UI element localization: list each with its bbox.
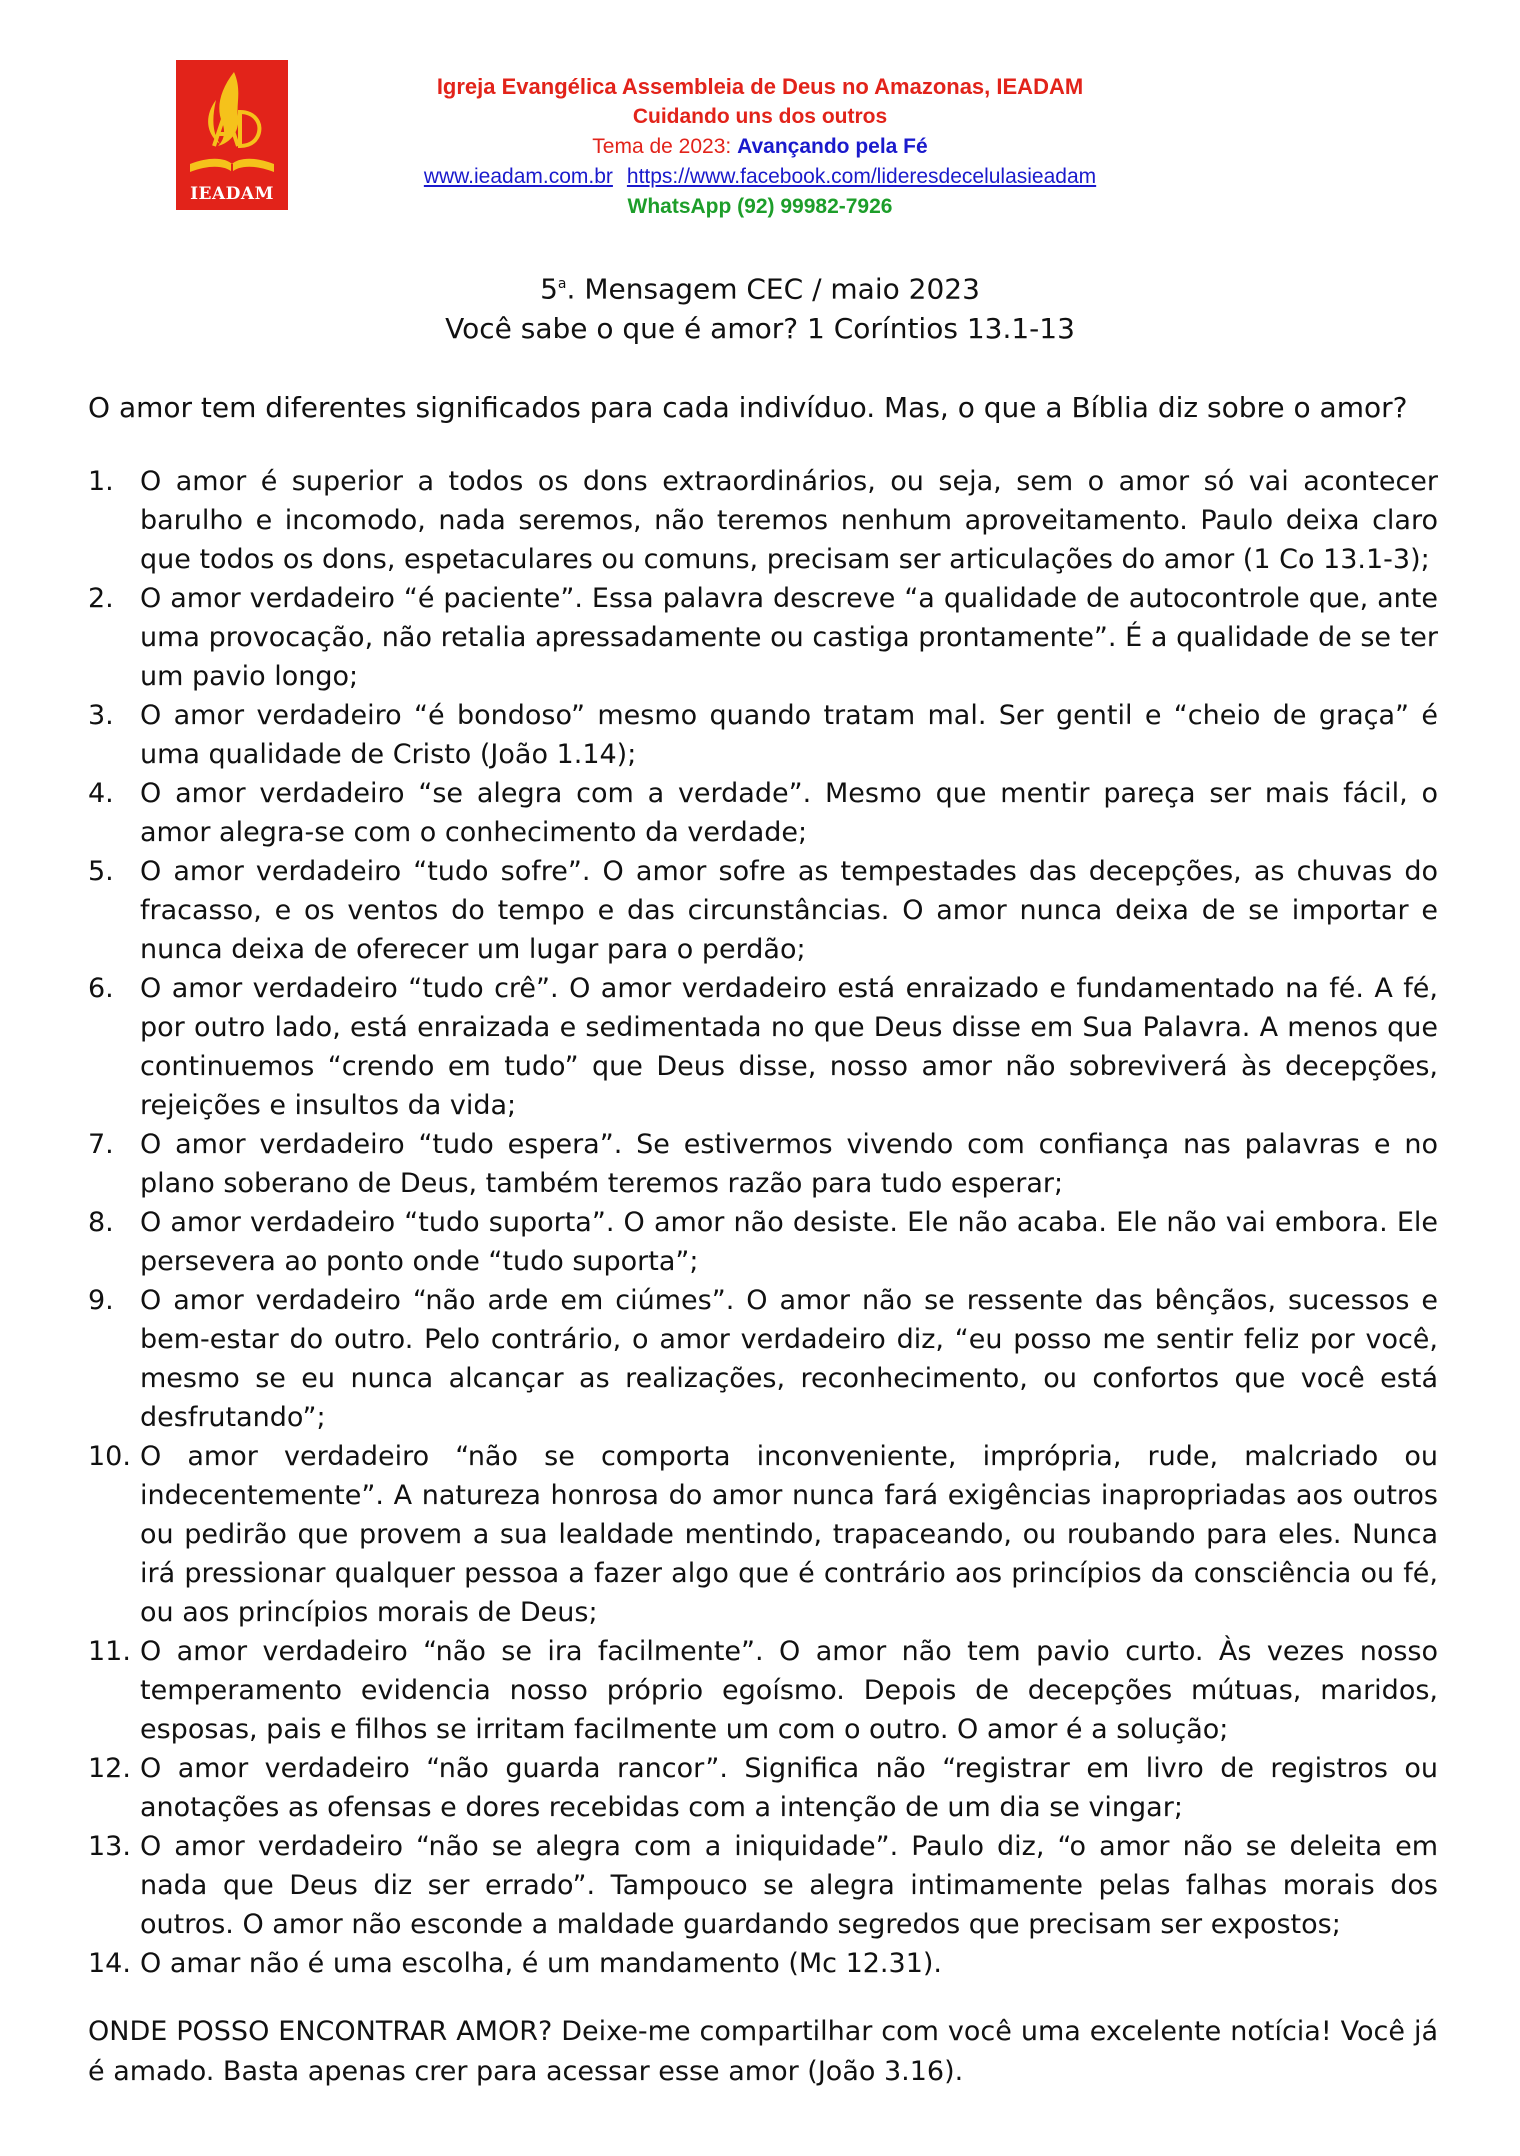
theme-line: [300, 132, 1220, 162]
whatsapp-contact: WhatsApp (92) 99982-7926: [627, 195, 893, 218]
motto: Cuidando uns dos outros: [632, 105, 888, 128]
theme-value: Avançando pela Fé: [737, 135, 928, 158]
list-item: 3. O amor verdadeiro “é bondoso” mesmo quando tratam mal. Ser gentil e “cheio de graça” é uma qualidade de Cristo (João 1.14);: [88, 700, 1438, 770]
letterhead: [300, 72, 1220, 222]
message-title: [0, 264, 1520, 349]
list-item: 10. O amor verdadeiro “não se comporta inconveniente, imprópria, rude, malcriado ou indecentemente”. A natureza honrosa do amor nunca fará exigências inapropriadas aos outros ou pedirão que provem a sua lealdade mentindo, trapaceando, ou roubando para eles. Nunca irá pressionar qualquer pessoa a fazer algo que é contrário aos princípios da consciência ou fé, ou aos princípios morais de Deus;: [88, 1441, 1438, 1628]
list-item: 14. O amar não é uma escolha, é um mandamento (Mc 12.31).: [88, 1948, 942, 1979]
list-item: 11. O amor verdadeiro “não se ira facilmente”. O amor não tem pavio curto. Às vezes nosso temperamento evidencia nosso próprio egoísmo. Depois de decepções mútuas, maridos, esposas, pais e filhos se irritam facilmente um com o outro. O amor é a solução;: [88, 1636, 1438, 1745]
list-item: 4. O amor verdadeiro “se alegra com a verdade”. Mesmo que mentir pareça ser mais fácil, o amor alegra-se com o conhecimento da verdade;: [88, 778, 1438, 848]
church-name: Igreja Evangélica Assembleia de Deus no Amazonas, IEADAM: [436, 74, 1084, 99]
list-item: 8. O amor verdadeiro “tudo suporta”. O amor não desiste. Ele não acaba. Ele não vai embora. Ele persevera ao ponto onde “tudo suporta”;: [88, 1207, 1438, 1277]
list-item: 1. O amor é superior a todos os dons extraordinários, ou seja, sem o amor só vai acontecer barulho e incomodo, nada seremos, não teremos nenhum aproveitamento. Paulo deixa claro que todos os dons, espetaculares ou comuns, precisam ser articulações do amor (1 Co 13.1-3);: [88, 466, 1438, 575]
site-link[interactable]: www.ieadam.com.br: [423, 165, 613, 188]
list-item: 9. O amor verdadeiro “não arde em ciúmes”. O amor não se ressente das bênçãos, sucessos e bem-estar do outro. Pelo contrário, o amor verdadeiro diz, “eu posso me sentir feliz por você, mesmo se eu nunca alcançar as realizações, reconhecimento, ou confortos que você está desfrutando”;: [88, 1285, 1438, 1433]
list-item: 13. O amor verdadeiro “não se alegra com a iniquidade”. Paulo diz, “o amor não se deleita em nada que Deus diz ser errado”. Tampouco se alegra intimamente pelas falhas morais dos outros. O amor não esconde a maldade guardando segredos que precisam ser expostos;: [88, 1831, 1438, 1940]
list-item: 5. O amor verdadeiro “tudo sofre”. O amor sofre as tempestades das decepções, as chuvas do fracasso, e os ventos do tempo e das circunstâncias. O amor nunca deixa de se importar e nunca deixa de oferecer um lugar para o perdão;: [88, 856, 1438, 965]
list-item: 6. O amor verdadeiro “tudo crê”. O amor verdadeiro está enraizado e fundamentado na fé. A fé, por outro lado, está enraizada e sedimentada no que Deus disse em Sua Palavra. A menos que continuemos “crendo em tudo” que Deus disse, nosso amor não sobreviverá às decepções, rejeições e insultos da vida;: [88, 973, 1438, 1121]
ieadam-logo: [176, 60, 288, 210]
links-line: [300, 162, 1220, 192]
closing-paragraph: ONDE POSSO ENCONTRAR AMOR? Deixe-me compartilhar com você uma excelente notícia! Você já é amado. Basta apenas crer para acessar esse amor (João 3.16).: [88, 2016, 1438, 2087]
love-points-list: [88, 462, 1438, 1983]
title-line-1: 5$^a$. Mensagem CEC / maio 2023: [540, 272, 980, 306]
list-item: 2. O amor verdadeiro “é paciente”. Essa palavra descreve “a qualidade de autocontrole que, ante uma provocação, não retalia apressadamente ou castiga prontamente”. É a qualidade de se ter um pavio longo;: [88, 583, 1438, 692]
list-item: 7. O amor verdadeiro “tudo espera”. Se estivermos vivendo com confiança nas palavras e no plano soberano de Deus, também teremos razão para tudo esperar;: [88, 1129, 1438, 1199]
facebook-link[interactable]: https://www.facebook.com/lideresdecelulasieadam: [626, 165, 1097, 188]
logo-text: IEADAM: [190, 184, 274, 204]
list-item: 12. O amor verdadeiro “não guarda rancor”. Significa não “registrar em livro de registros ou anotações as ofensas e dores recebidas com a intenção de um dia se vingar;: [88, 1753, 1438, 1823]
flame-bible-icon: [176, 60, 288, 190]
theme-label: Tema de 2023:: [592, 135, 732, 158]
ordinal-indicator: a: [557, 276, 567, 292]
intro-paragraph: O amor tem diferentes significados para cada indivíduo. Mas, o que a Bíblia diz sobre o amor?: [88, 391, 1408, 424]
title-line-2: Você sabe o que é amor? 1 Coríntios 13.1-13: [445, 312, 1075, 346]
